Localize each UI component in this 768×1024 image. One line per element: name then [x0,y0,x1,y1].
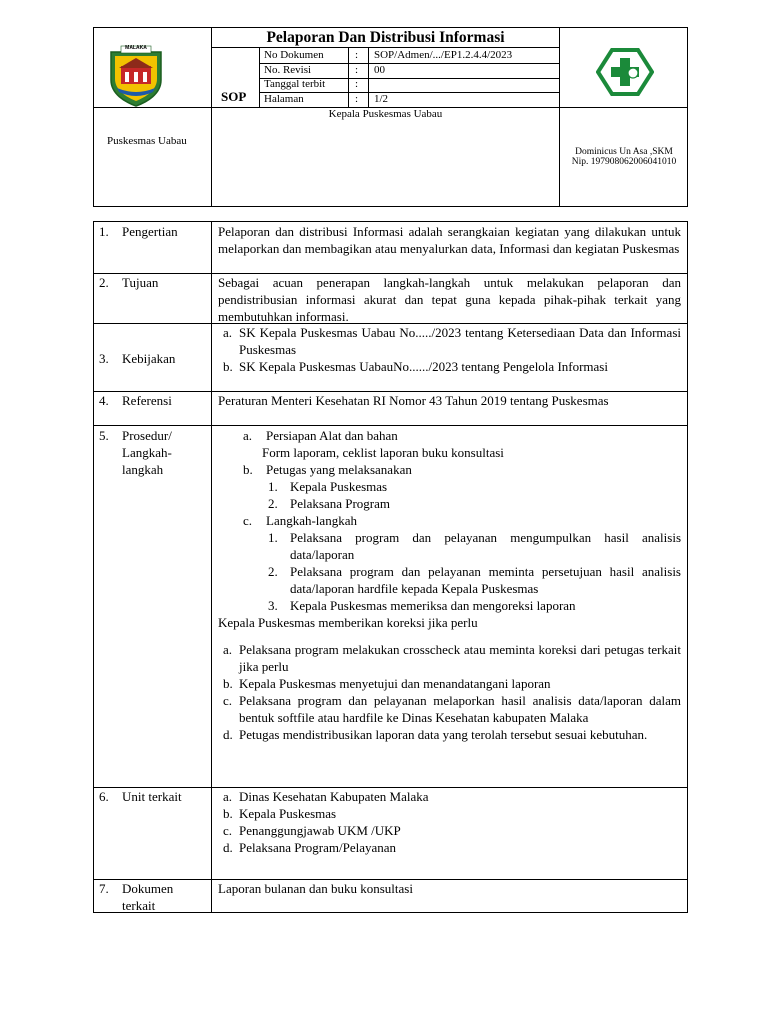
dokumen-text: Laporan bulanan dan buku konsultasi [218,881,413,896]
pengertian-text: Pelaporan dan distribusi Informasi adalah serangkaian kegiatan yang dilakukan untuk melaporkan dan membagikan atau menyalurkan data, Informasi dan kegiatan Puskesmas [218,224,681,256]
list-marker: 2. [268,496,278,511]
list-text: SK Kepala Puskesmas UabauNo....../2023 tentang Pengelola Informasi [239,359,608,374]
column-divider [211,222,212,913]
list-item [218,563,681,597]
tujuan-text: Sebagai acuan penerapan langkah-langkah untuk melakukan pelaporan dan pendistribusian informasi akurat dan tepat guna kepada pihak-pihak terkait yang membutuhkan informasi. [218,275,681,324]
logo-caption: MALAKA [125,45,147,51]
row-label-tujuan: Tujuan [122,275,159,290]
row-number: 2. [99,275,109,290]
field-value-halaman: 1/2 [374,93,389,105]
kebijakan-list [218,324,681,375]
regency-logo [103,44,169,108]
list-marker: c. [243,513,253,528]
list-marker: 1. [268,479,278,494]
list-item [218,692,681,726]
list-marker: b. [223,806,233,821]
row-number: 1. [99,224,109,239]
header-divider [212,47,559,48]
list-item [218,358,681,375]
row-number: 7. [99,881,109,896]
list-item [218,822,681,839]
row-number: 6. [99,789,109,804]
prosedur-a-text: Form laporam, ceklist laporan buku konsultasi [262,445,504,460]
list-text: Penanggungjawab UKM /UKP [239,823,401,838]
row-label-referensi: Referensi [122,393,172,408]
prosedur-content [218,427,681,743]
list-marker: a. [223,642,233,657]
list-marker: b. [243,462,253,477]
field-sep: : [355,78,359,90]
label-line: Prosedur/ [122,428,172,443]
sop-header [93,27,688,207]
list-text: Pelaksana program dan pelayanan melaporkan hasil analisis data/laporan dalam bentuk softfile atau hardfile ke Dinas Kesehatan kabupaten Malaka [239,693,681,725]
list-text: Dinas Kesehatan Kabupaten Malaka [239,789,429,804]
list-item [218,512,681,529]
list-marker: a. [223,789,233,804]
list-text: Pelaksana program dan pelayanan mengumpulkan hasil analisis data/laporan [290,530,681,562]
list-text: Petugas yang melaksanakan [266,462,412,477]
field-sep: : [355,64,359,76]
prosedur-note: Kepala Puskesmas memberikan koreksi jika perlu [218,615,478,630]
list-item [218,839,681,856]
row-label-kebijakan: Kebijakan [122,351,176,366]
field-label-tanggal-terbit: Tanggal terbit [264,78,326,90]
field-sep: : [355,49,359,61]
list-item [218,726,681,743]
field-label-no-dokumen: No Dokumen [264,49,324,61]
list-item [218,805,681,822]
row-number: 5. [99,428,109,443]
label-line: Langkah- [122,445,172,460]
list-item [218,461,681,478]
field-label-no-revisi: No. Revisi [264,64,312,76]
field-label-halaman: Halaman [264,93,304,105]
position-title: Kepala Puskesmas Uabau [328,108,443,120]
row-number: 4. [99,393,109,408]
list-text: Kepala Puskesmas menyetujui dan menandatangani laporan [239,676,551,691]
sop-label: SOP [221,89,247,104]
regency-emblem-icon [103,44,169,108]
list-marker: d. [223,727,233,742]
row-label-prosedur [122,427,172,478]
list-item [218,495,681,512]
field-value-no-revisi: 00 [374,64,385,76]
header-divider [259,92,559,93]
sop-body-table [93,221,688,913]
row-number: 3. [99,351,109,366]
list-item [218,675,681,692]
signer-name: Dominicus Un Asa ,SKM [575,147,673,157]
list-marker: 3. [268,598,278,613]
row-divider [94,425,688,426]
list-marker: d. [223,840,233,855]
list-marker: 1. [268,530,278,545]
puskesmas-cross-icon [596,48,654,96]
list-marker: 2. [268,564,278,579]
list-marker: b. [223,676,233,691]
list-marker: a. [243,428,253,443]
list-item [218,529,681,563]
list-item [218,641,681,675]
list-text: Pelaksana program dan pelayanan meminta persetujuan hasil analisis data/laporan hardfile kepada Kepala Puskesmas [290,564,681,596]
list-text: Pelaksana program melakukan crosscheck atau meminta koreksi dari petugas terkait jika perlu [239,642,681,674]
header-divider [559,28,560,207]
row-label-dokumen-terkait [122,880,173,914]
list-text: Kepala Puskesmas memeriksa dan mengoreksi laporan [290,598,576,613]
puskesmas-name: Puskesmas Uabau [107,135,187,147]
list-item [218,427,681,444]
list-item [218,788,681,805]
label-line: terkait [122,898,156,913]
referensi-text: Peraturan Menteri Kesehatan RI Nomor 43 Tahun 2019 tentang Puskesmas [218,393,609,408]
label-line: langkah [122,462,164,477]
list-item [218,478,681,495]
list-item [218,597,681,614]
list-item [218,324,681,358]
list-text: Kepala Puskesmas [239,806,337,821]
list-text: SK Kepala Puskesmas Uabau No...../2023 tentang Ketersediaan Data dan Informasi Puskesmas [239,325,681,357]
list-text: Kepala Puskesmas [290,479,388,494]
label-line: Dokumen [122,881,174,896]
list-marker: c. [223,693,233,708]
list-text: Persiapan Alat dan bahan [266,428,398,443]
row-label-pengertian: Pengertian [122,224,178,239]
list-marker: a. [223,325,233,340]
list-text: Petugas mendistribusikan laporan data yang terolah tersebut sesuai kebutuhan. [239,727,648,742]
puskesmas-logo [596,48,654,96]
list-text: Langkah-langkah [266,513,357,528]
list-text: Pelaksana Program [290,496,391,511]
field-value-no-dokumen: SOP/Admen/.../EP1.2.4.4/2023 [374,49,513,61]
signer-nip: Nip. 197908062006041010 [571,157,677,167]
document-title: Pelaporan Dan Distribusi Informasi [266,29,505,46]
list-marker: c. [223,823,233,838]
field-sep: : [355,93,359,105]
list-text: Pelaksana Program/Pelayanan [239,840,397,855]
unit-list [218,788,681,856]
row-label-unit-terkait: Unit terkait [122,789,182,804]
list-marker: b. [223,359,233,374]
